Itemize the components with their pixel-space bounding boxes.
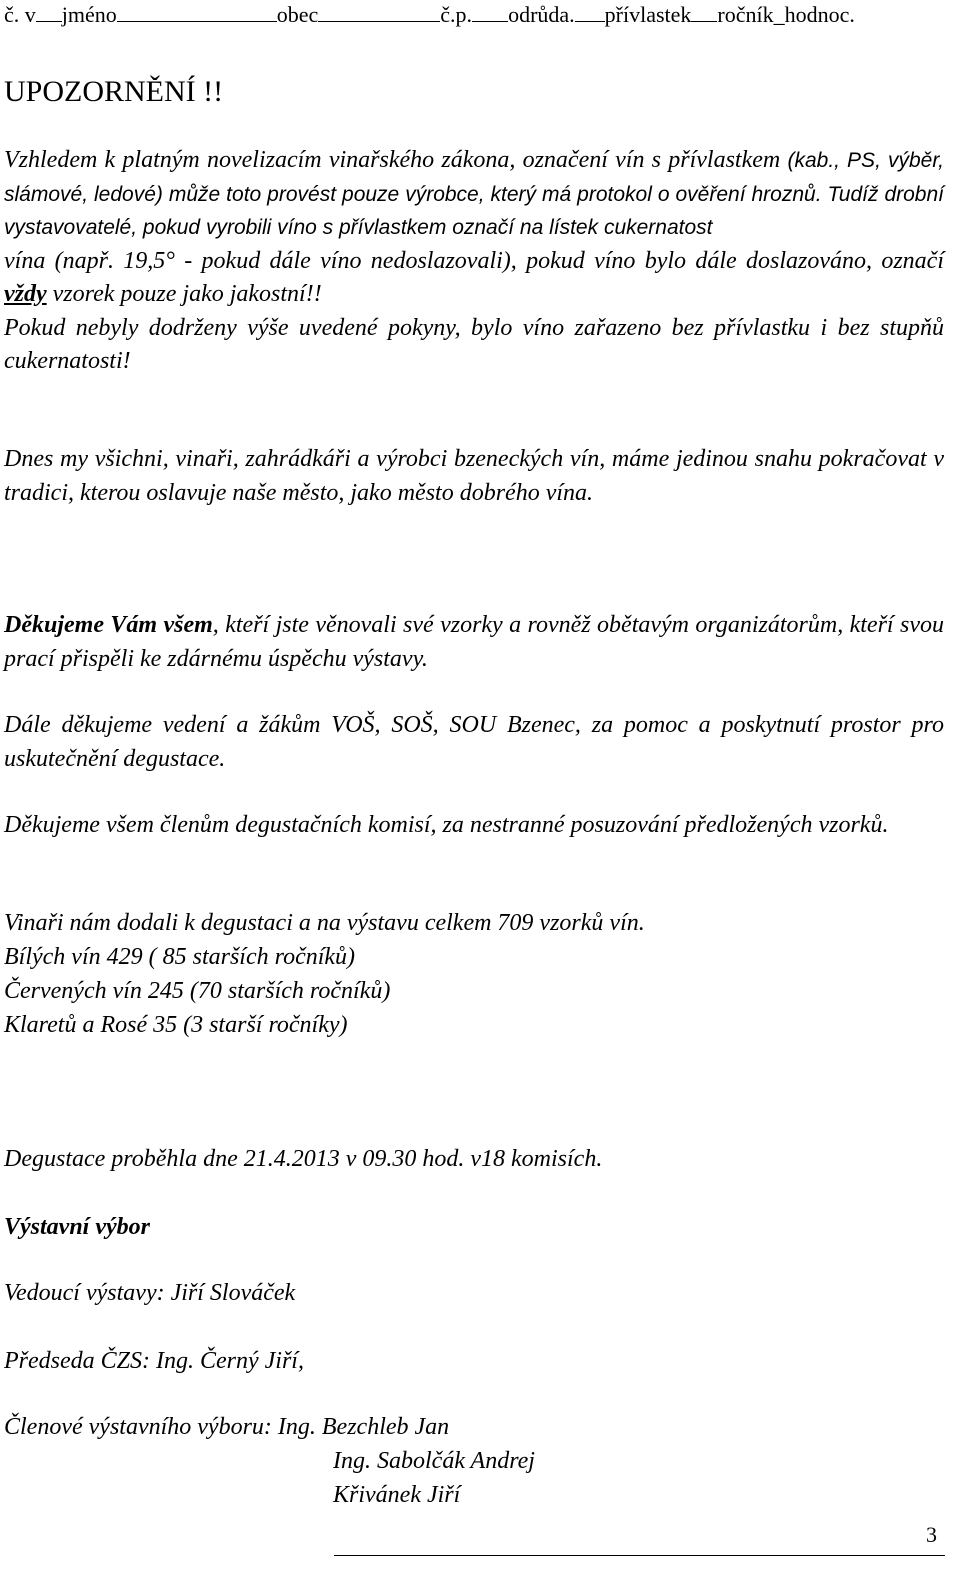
blank-line [472,1,508,22]
commission-thanks-paragraph: Děkujeme všem členům degustačních komisí, za nestranné posuzování předložených vzorků. [4,812,889,838]
committee-member: Křivánek Jiří [333,1482,461,1508]
blank-line [117,1,277,22]
footer-rule [334,1555,945,1556]
page-number: 3 [926,1522,937,1547]
header-rocnik: ročník_hodnoc. [717,2,855,27]
notice-warning: Pokud nebyly dodrženy výše uvedené pokyny, bylo víno zařazeno bez přívlastku i bez stupňů cukernatosti! [4,314,944,374]
exhibition-head: Vedoucí výstavy: Jiří Slováček [4,1280,296,1306]
blank-line [691,1,717,22]
notice-title: UPOZORNĚNÍ !! [4,75,224,108]
header-cv: č. v [4,2,36,27]
tradition-paragraph: Dnes my všichni, vinaři, zahrádkáři a výrobci bzeneckých vín, máme jedinou snahu pokračovat v tradici, kterou oslavuje naše město, jako město dobrého vína. [4,446,944,506]
notice-text: označí na lístek cukernatost [446,216,713,239]
sample-counts [4,906,645,1042]
czs-chair: Předseda ČZS: Ing. Černý Jiří, [4,1348,304,1374]
thanks-paragraph [4,608,944,676]
header-obec: obec [276,2,319,27]
notice-paragraph [4,144,944,379]
notice-text: vína (např. 19,5° - pokud dále víno nedoslazovali), pokud víno bylo dále doslazováno, označí [4,247,944,274]
notice-text: může toto provést pouze výrobce, který má protokol o ověření hroznů. Tudíž drobní vystavovatelé, pokud vyrobili víno s přívlastkem [4,182,944,239]
header-privlastek: přívlastek [604,2,692,27]
header-jmeno: jméno [61,2,117,27]
committee-member: Ing. Sabolčák Andrej [333,1448,535,1474]
committee-title: Výstavní výbor [4,1214,150,1240]
samples-rose: Klaretů a Rosé 35 (3 starší ročníky) [4,1012,348,1038]
thanks-lead: Děkujeme Vám všem [4,612,213,638]
notice-text: vzorek pouze jako jakostní!! [46,281,322,307]
thanks-rest: , kteří jste věnovali své vzorky a rovněž obětavým organizátorům, kteří svou prací přispěli ke zdárnému úspěchu výstavy. [4,612,944,672]
header-cp: č.p. [440,2,473,27]
notice-text: Vzhledem k platným novelizacím vinařského zákona, označení vín s přívlastkem [4,147,781,173]
tasting-info: Degustace proběhla dne 21.4.2013 v 09.30 hod. v18 komisích. [4,1146,603,1172]
emphasis-always: vždy [4,281,47,307]
header-odruda: odrůda. [508,2,575,27]
samples-red: Červených vín 245 (70 starších ročníků) [4,978,391,1004]
school-thanks-paragraph: Dále děkujeme vedení a žákům VOŠ, SOŠ, SOU Bzenec, za pomoc a poskytnutí prostor pro uskutečnění degustace. [4,712,944,772]
blank-line [575,1,605,22]
blank-line [36,1,62,22]
samples-white: Bílých vín 429 ( 85 starších ročníků) [4,944,356,970]
committee-members: Členové výstavního výboru: Ing. Bezchleb Jan [4,1414,450,1440]
samples-total: Vinaři nám dodali k degustaci a na výstavu celkem 709 vzorků vín. [4,910,645,936]
notice-text: (kab., PS, výběr, slámové, ledové) [4,149,944,206]
blank-line [318,1,440,22]
entry-form-header [4,0,855,30]
